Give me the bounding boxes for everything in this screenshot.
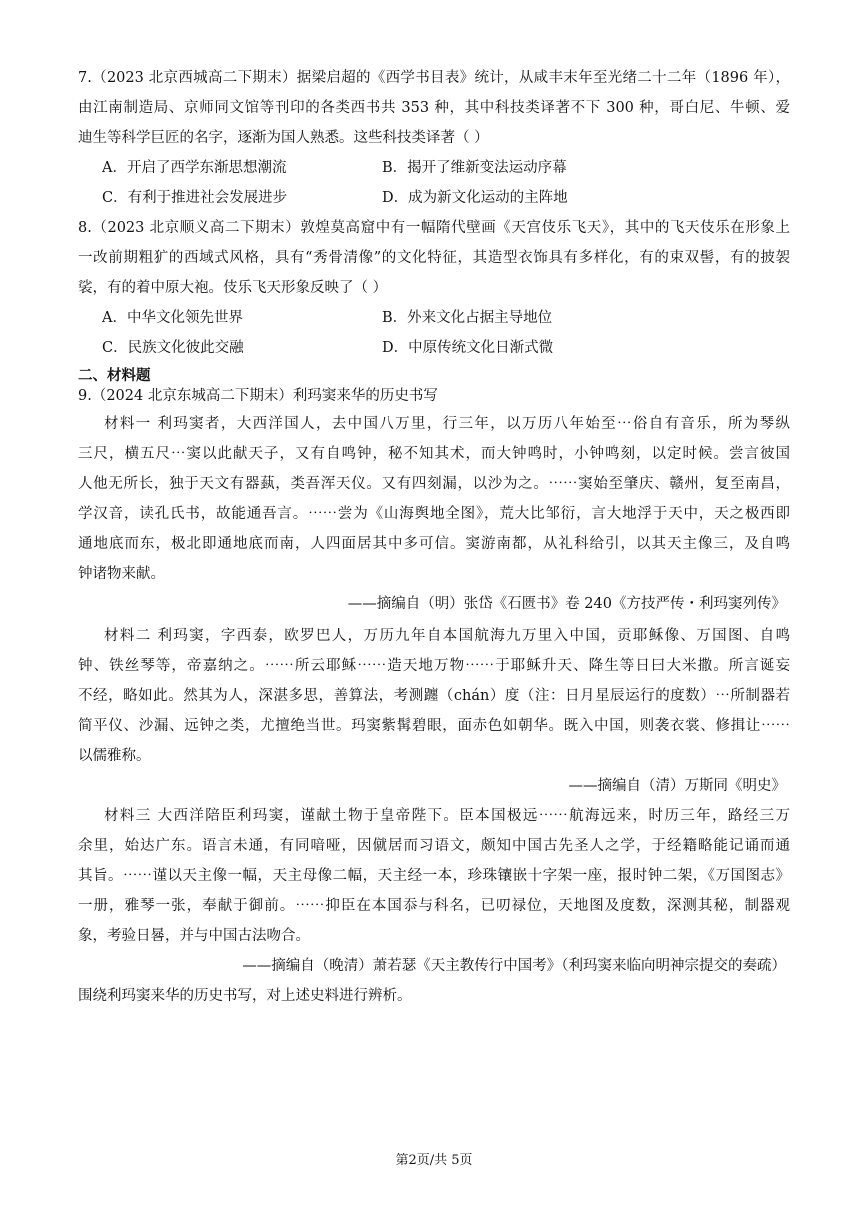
q9-prompt: 围绕利玛窦来华的历史书写，对上述史料进行辨析。	[78, 988, 412, 1004]
material-3-line: 材料三 大西洋陪臣利玛窦，谨献土物于皇帝陛下。臣本国极远⋯⋯航海远来，时历三年，路经三万	[104, 808, 790, 824]
q7-option-c: C．有利于推进社会发展进步	[102, 190, 288, 206]
material-3-line: 象，考验日晷，并与中国古法吻合。	[78, 928, 310, 944]
q8-option-d: D．中原传统文化日渐式微	[382, 340, 554, 356]
material-1-line: 钟诸物来献。	[78, 566, 165, 582]
q7-option-b: B．揭开了维新变法运动序幕	[382, 160, 567, 176]
material-1-line: 学汉音，读孔氏书，故能通吾言。⋯⋯尝为《山海舆地全图》，荒大比邹衍，言大地浮于天中，天之极西即	[78, 506, 790, 522]
q8-option-c: C．民族文化彼此交融	[102, 340, 244, 356]
q9-title: 9.（2024 北京东城高二下期末）利玛窦来华的历史书写	[78, 388, 438, 404]
section-heading: 二、材料题	[78, 368, 151, 384]
material-3-line: 一册，雅琴一张，奉献于御前。⋯⋯抑臣在本国忝与科名，已叨禄位，天地图及度数，深测其秘，制器观	[78, 898, 790, 914]
q7-option-a: A．开启了西学东渐思想潮流	[102, 160, 287, 176]
material-1-line: 三尺，横五尺⋯窦以此献天子，又有自鸣钟，秘不知其术，而大钟鸣时，小钟鸣刻，以定时候。尝言彼国	[78, 446, 790, 462]
q7-option-d: D．成为新文化运动的主阵地	[382, 190, 568, 206]
material-3-line: 余里，始达广东。语言未通，有同喑哑，因僦居而习语文，颇知中国古先圣人之学，于经籍略能记诵而通	[78, 838, 790, 854]
material-2-line: 材料二 利玛窦，字西泰，欧罗巴人，万历九年自本国航海九万里入中国，贡耶稣像、万国图、自鸣	[104, 628, 790, 644]
q8-option-b: B．外来文化占据主导地位	[382, 310, 553, 326]
material-2-line: 不经，略如此。然其为人，深湛多思，善算法，考测躔（chán）度（注：日月星辰运行的度数）⋯所制器若	[78, 688, 790, 704]
material-3-source: ——摘编自（晚清）萧若瑟《天主教传行中国考》（利玛窦来临向明神宗提交的奏疏）	[242, 958, 786, 974]
q8-option-a: A．中华文化领先世界	[102, 310, 243, 326]
material-2-line: 简平仪、沙漏、远钟之类，尤擅绝当世。玛窦紫髯碧眼，面赤色如朝华。既入中国，则袭衣裳、修揖让⋯⋯	[78, 718, 790, 734]
material-1-line: 人他无所长，独于天文有器蓺，类吾浑天仪。又有四刻漏，以沙为之。⋯⋯窦始至肇庆、赣州，复至南昌，	[78, 476, 790, 492]
material-2-line: 以儒雅称。	[78, 748, 151, 764]
page-number: 第2页/共 5页	[395, 1153, 473, 1168]
q7-line-2: 由江南制造局、京师同文馆等刊印的各类西书共 353 种，其中科技类译著不下 300 种，哥白尼、牛顿、爱	[78, 100, 790, 116]
q7-line-1: 7.（2023 北京西城高二下期末）据梁启超的《西学书目表》统计，从咸丰末年至光绪二十二年（1896 年），	[78, 70, 790, 86]
q8-line-2: 一改前期粗犷的西域式风格，具有“秀骨清像”的文化特征，其造型衣饰具有多样化，有的束双髻，有的披袈	[78, 250, 790, 266]
q8-line-3: 裟，有的着中原大袍。伎乐飞天形象反映了（ ）	[78, 280, 388, 296]
material-1-source: ——摘编自（明）张岱《石匮书》卷 240《方技严传・利玛窦列传》	[347, 596, 786, 612]
material-2-line: 钟、铁丝琴等，帝嘉纳之。⋯⋯所云耶稣⋯⋯造天地万物⋯⋯于耶稣升天、降生等日曰大米撒。所言诞妄	[78, 658, 790, 674]
material-2-source: ——摘编自（清）万斯同《明史》	[568, 778, 786, 794]
material-1-line: 材料一 利玛窦者，大西洋国人，去中国八万里，行三年，以万历八年始至⋯俗自有音乐，所为琴纵	[104, 416, 790, 432]
material-1-line: 通地底而东，极北即通地底而南，人四面居其中多可信。窦游南都，从礼科给引，以其天主像三，及自鸣	[78, 536, 790, 552]
material-3-line: 其旨。⋯⋯谨以天主像一幅，天主母像二幅，天主经一本，珍珠镶嵌十字架一座，报时钟二架，《万国图志》	[78, 868, 790, 884]
q7-line-3: 迪生等科学巨匠的名字，逐渐为国人熟悉。这些科技类译著（ ）	[78, 130, 489, 146]
q8-line-1: 8.（2023 北京顺义高二下期末）敦煌莫高窟中有一幅隋代壁画《天宫伎乐飞天》，其中的飞天伎乐在形象上	[78, 220, 790, 236]
